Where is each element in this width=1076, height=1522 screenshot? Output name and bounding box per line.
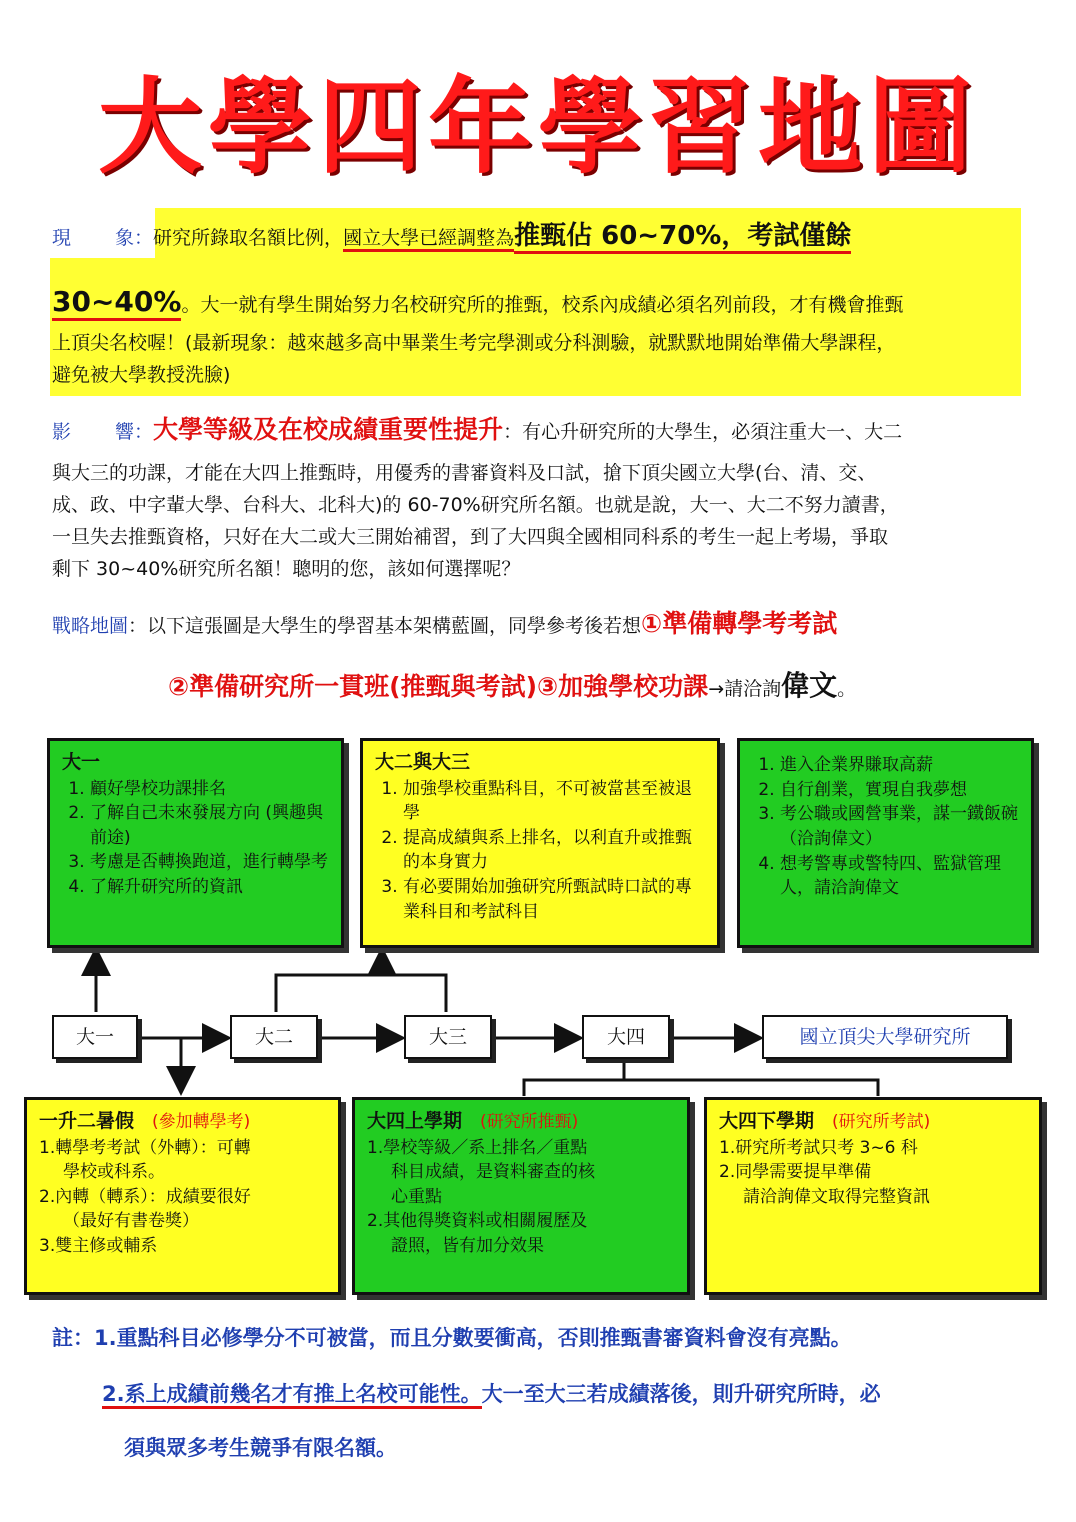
list-item: 3. 考公職或國營事業，謀一鐵飯碗（洽詢偉文） (780, 802, 1019, 851)
phenomenon-label-b: 象 (115, 227, 135, 249)
box-senior1 (352, 1097, 690, 1295)
node-year3: 大三 (404, 1015, 492, 1059)
box-senior1-title: 大四上學期 (367, 1110, 463, 1132)
list-item: 3. 考慮是否轉換跑道，進行轉學考 (90, 850, 329, 875)
page-title: 大學四年學習地圖 (97, 66, 978, 188)
node-year1: 大一 (52, 1015, 138, 1059)
strategy-label: 戰略地圖 (52, 615, 129, 637)
list-item: 2. 了解自己未來發展方向 (興趣與前途) (90, 801, 329, 850)
phenomenon-line-4: 避免被大學教授洗臉) (52, 364, 231, 386)
phenomenon-text-5: 。大一就有學生開始努力名校研究所的推甄，校系內成績必須名列前段，才有機會推甄 (181, 294, 904, 316)
impact-text-1: ：有心升研究所的大學生，必須注重大一、大二 (503, 421, 903, 443)
list-item: 1. 加強學校重點科目，不可被當甚至被退學 (403, 777, 705, 826)
strategy-text-1: ：以下這張圖是大學生的學習基本架構藍圖，同學參考後若想 (128, 615, 642, 637)
strategy-end: 。 (837, 678, 857, 700)
box-senior2-tag: (研究所考試) (832, 1112, 931, 1132)
list-item: 2.其他得獎資料或相關履歷及 (367, 1211, 588, 1232)
note-3: 須與眾多考生競爭有限名額。 (124, 1436, 397, 1460)
box-summer-heading (39, 1108, 326, 1136)
list-item: 1. 進入企業界賺取高薪 (780, 753, 1019, 778)
box-year1 (47, 738, 344, 948)
box-year23-heading: 大二與大三 (375, 751, 471, 773)
phenomenon-text-3: 推甄佔 60~70%，考試僅餘 (514, 221, 851, 254)
phenomenon-label-a: 現 (52, 227, 72, 249)
box-summer-tag: (參加轉學考) (152, 1112, 251, 1132)
box-senior2-heading (719, 1108, 1027, 1136)
list-item: 心重點 (391, 1186, 442, 1207)
list-item: 學校或科系。 (63, 1162, 165, 1183)
list-item: 2. 提高成績與系上排名，以利直升或推甄的本身實力 (403, 826, 705, 875)
list-item: 1. 顧好學校功課排名 (90, 777, 329, 802)
list-item: 4. 想考警專或警特四、監獄管理人，請洽詢偉文 (780, 852, 1019, 901)
phenomenon-text-2: 國立大學已經調整為 (343, 227, 514, 252)
impact-line-4: 一旦失去推甄資格，只好在大二或大三開始補習，到了大四與全國相同科系的考生一起上考場，爭取 (52, 526, 889, 548)
list-item: 2.內轉（轉系）：成績要很好 (39, 1186, 251, 1207)
impact-label-a: 影 (52, 421, 72, 443)
list-item: 證照，皆有加分效果 (391, 1236, 544, 1257)
list-item: 科目成績，是資料審查的核 (391, 1162, 595, 1183)
strategy-arrow-text: →請洽詢 (708, 678, 782, 700)
note-2-rest: 大一至大三若成績落後，則升研究所時，必 (481, 1382, 881, 1406)
box-career-list (752, 753, 1019, 901)
list-item: 1.轉學考考試（外轉）：可轉 (39, 1137, 251, 1158)
impact-line-5: 剩下 30~40%研究所名額！聰明的您，該如何選擇呢？ (52, 558, 521, 580)
strategy-option-1: ①準備轉學考考試 (641, 609, 838, 638)
box-senior2-title: 大四下學期 (719, 1110, 815, 1132)
note-2 (102, 1378, 881, 1408)
box-year23-list (375, 777, 705, 925)
phenomenon-line-3: 上頂尖名校喔！(最新現象：越來越多高中畢業生考完學測或分科測驗，就默默地開始準備大學課程， (52, 332, 896, 354)
note-2-underlined: 2.系上成績前幾名才有推上名校可能性。 (102, 1382, 482, 1409)
box-summer-title: 一升二暑假 (39, 1110, 135, 1132)
list-item: 1.學校等級／系上排名／重點 (367, 1137, 588, 1158)
impact-line-3: 成、政、中字輩大學、台科大、北科大)的 60-70%研究所名額。也就是說，大一、大二不努力讀書， (52, 494, 899, 516)
box-senior2 (704, 1097, 1042, 1295)
impact-label-b: 響 (115, 421, 135, 443)
node-year2: 大二 (230, 1015, 318, 1059)
strategy-option-2: ②準備研究所一貫班(推甄與考試)③加強學校功課 (168, 672, 709, 701)
colon: ： (134, 421, 154, 443)
list-item: 4. 了解升研究所的資訊 (90, 875, 329, 900)
list-item: 3.雙主修或輔系 (39, 1236, 158, 1257)
node-graduate-school: 國立頂尖大學研究所 (762, 1015, 1008, 1059)
list-item: 3. 有必要開始加強研究所甄試時口試的專業科目和考試科目 (403, 875, 705, 924)
list-item: （最好有書卷獎） (63, 1211, 199, 1232)
box-year1-list (62, 777, 329, 900)
node-year4: 大四 (582, 1015, 670, 1059)
list-item: 1.研究所考試只考 3~6 科 (719, 1137, 918, 1158)
box-year23 (360, 738, 720, 948)
list-item: 2.同學需要提早準備 (719, 1162, 872, 1183)
phenomenon-text-4: 30~40% (52, 285, 181, 321)
box-career (737, 738, 1034, 948)
list-item: 2. 自行創業，實現自我夢想 (780, 778, 1019, 803)
box-year1-heading: 大一 (62, 751, 101, 773)
phenomenon-text-1: 研究所錄取名額比例， (153, 227, 344, 249)
colon: ： (134, 227, 154, 249)
box-summer (24, 1097, 341, 1295)
box-senior1-tag: (研究所推甄) (480, 1112, 579, 1132)
list-item: 請洽詢偉文取得完整資訊 (743, 1186, 930, 1207)
note-1: 註：1.重點科目必修學分不可被當，而且分數要衝高，否則推甄書審資料會沒有亮點。 (52, 1326, 852, 1350)
impact-highlight: 大學等級及在校成績重要性提升 (153, 415, 504, 444)
impact-line-2: 與大三的功課，才能在大四上推甄時，用優秀的書審資料及口試，搶下頂尖國立大學(台、清、交、 (52, 462, 877, 484)
strategy-name: 偉文 (781, 669, 838, 702)
box-senior1-heading (367, 1108, 675, 1136)
